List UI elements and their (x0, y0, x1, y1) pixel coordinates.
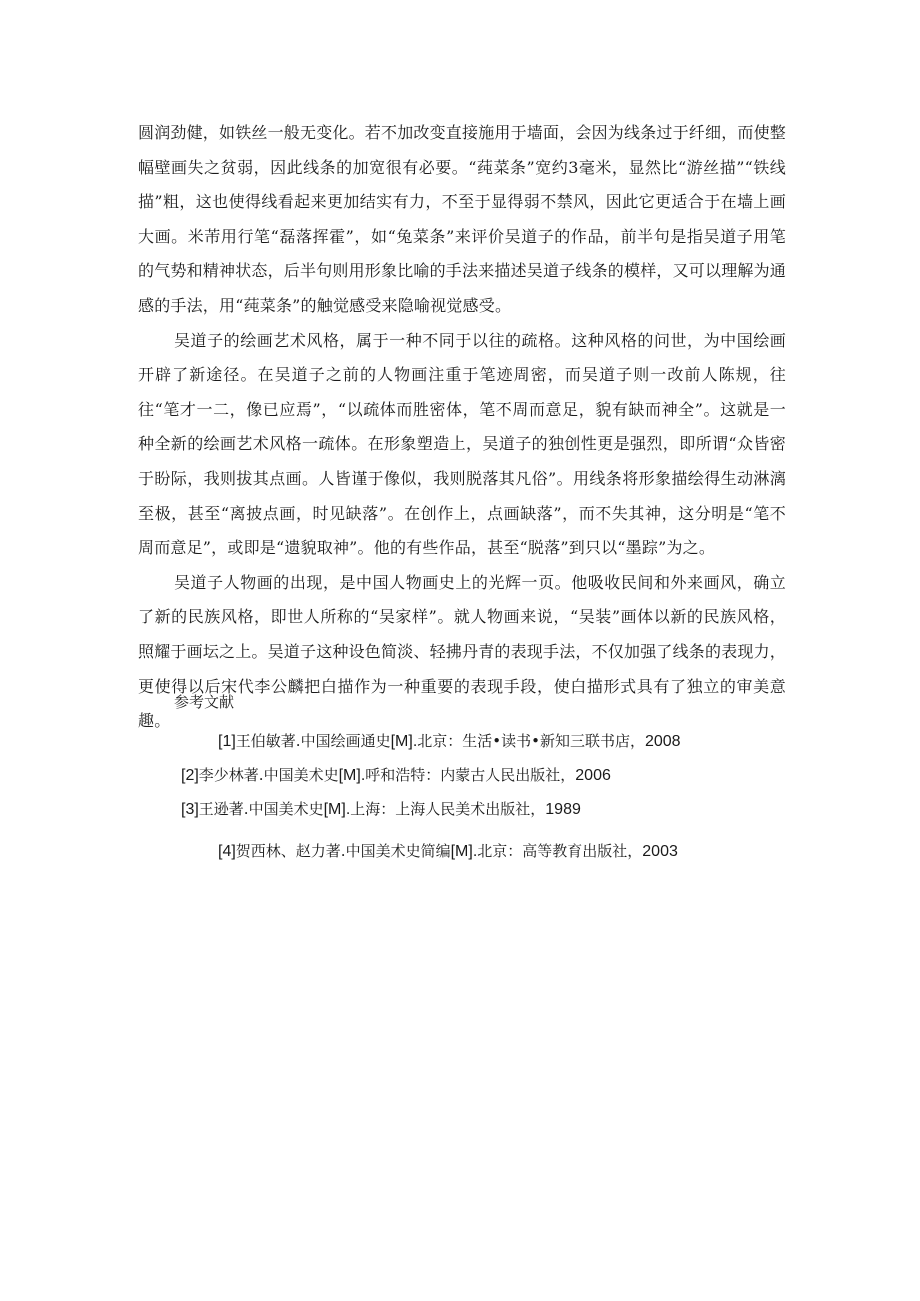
reference-type: [M]. (390, 733, 418, 750)
reference-title: 中国绘画通史 (300, 732, 391, 750)
reference-year: 2006 (575, 767, 611, 784)
reference-type: [M]. (338, 767, 366, 784)
paragraph-style: 吴道子的绘画艺术风格，属于一种不同于以往的疏格。这种风格的问世，为中国绘画开辟了新途径。在吴道子之前的人物画注重于笔迹周密，而吴道子则一改前人陈规，往往“笔才一二，像已应焉”，“以疏体而胜密体，笔不周而意足，貌有缺而神全”。这就是一种全新的绘画艺术风格一疏体。在形象塑造上，吴道子的独创性更是强烈，即所谓“众皆密于盼际，我则拔其点画。人皆谨于像似，我则脱落其凡俗”。用线条将形象描绘得生动淋漓至极，甚至“离披点画，时见缺落”。在创作上，点画缺落”，而不失其神，这分明是“笔不周而意足”，或即是“遗貌取神”。他的有些作品，甚至“脱落”到只以“墨踪”为之。 (138, 330, 786, 558)
reference-title: 中国美术史简编 (345, 842, 451, 860)
reference-publisher: 北京：高等教育出版社， (477, 842, 643, 860)
reference-author: 王伯敏著. (235, 732, 301, 750)
reference-type: [M]. (450, 843, 478, 860)
reference-author: 贺西林、赵力著. (235, 842, 346, 860)
reference-publisher: 呼和浩特：内蒙古人民出版社， (365, 766, 576, 784)
reference-title: 中国美术史 (248, 800, 324, 818)
reference-item (181, 797, 581, 822)
reference-number: [4] (218, 843, 236, 860)
reference-title: 中国美术史 (263, 766, 339, 784)
body-text (138, 116, 786, 739)
reference-author: 李少林著. (198, 766, 264, 784)
reference-year: 2003 (642, 843, 678, 860)
reference-type: [M]. (323, 801, 351, 818)
reference-number: [1] (218, 733, 236, 750)
reference-year: 2008 (644, 733, 681, 750)
paragraph-significance: 吴道子人物画的出现，是中国人物画史上的光辉一页。他吸收民间和外来画风，确立了新的民族风格，即世人所称的“吴家样”。就人物画来说，“吴装”画体以新的民族风格，照耀于画坛之上。吴道子这种设色简淡、轻拂丹青的表现手法，不仅加强了线条的表现力，更使得以后宋代李公麟把白描作为一种重要的表现手段，使白描形式具有了独立的审美意趣。 (138, 572, 787, 731)
reference-item (218, 839, 678, 864)
reference-author: 王逊著. (198, 800, 249, 818)
paragraph-continued: 圆润劲健，如铁丝一般无变化。若不加改变直接施用于墙面，会因为线条过于纤细，而使整幅壁画失之贫弱，因此线条的加宽很有必要。“莼菜条”宽约3毫米，显然比“游丝描”“铁线描”粗，这也使得线看起来更加结实有力，不至于显得弱不禁风，因此它更适合于在墙上画大画。米芾用行笔“磊落挥霍”，如“兔菜条”来评价吴道子的作品，前半句是指吴道子用笔的气势和精神状态，后半句则用形象比喻的手法来描述吴道子线条的模样，又可以理解为通感的手法，用“莼菜条”的触觉感受来隐喻视觉感受。 (138, 123, 787, 315)
reference-number: [3] (181, 801, 199, 818)
reference-publisher: 上海：上海人民美术出版社， (350, 800, 546, 818)
reference-number: [2] (181, 767, 199, 784)
reference-item (218, 729, 681, 754)
references-heading: 参考文献 (174, 693, 235, 711)
reference-item (181, 763, 611, 788)
reference-year: 1989 (545, 801, 581, 818)
reference-publisher: 北京：生活•读书•新知三联书店， (417, 732, 645, 750)
